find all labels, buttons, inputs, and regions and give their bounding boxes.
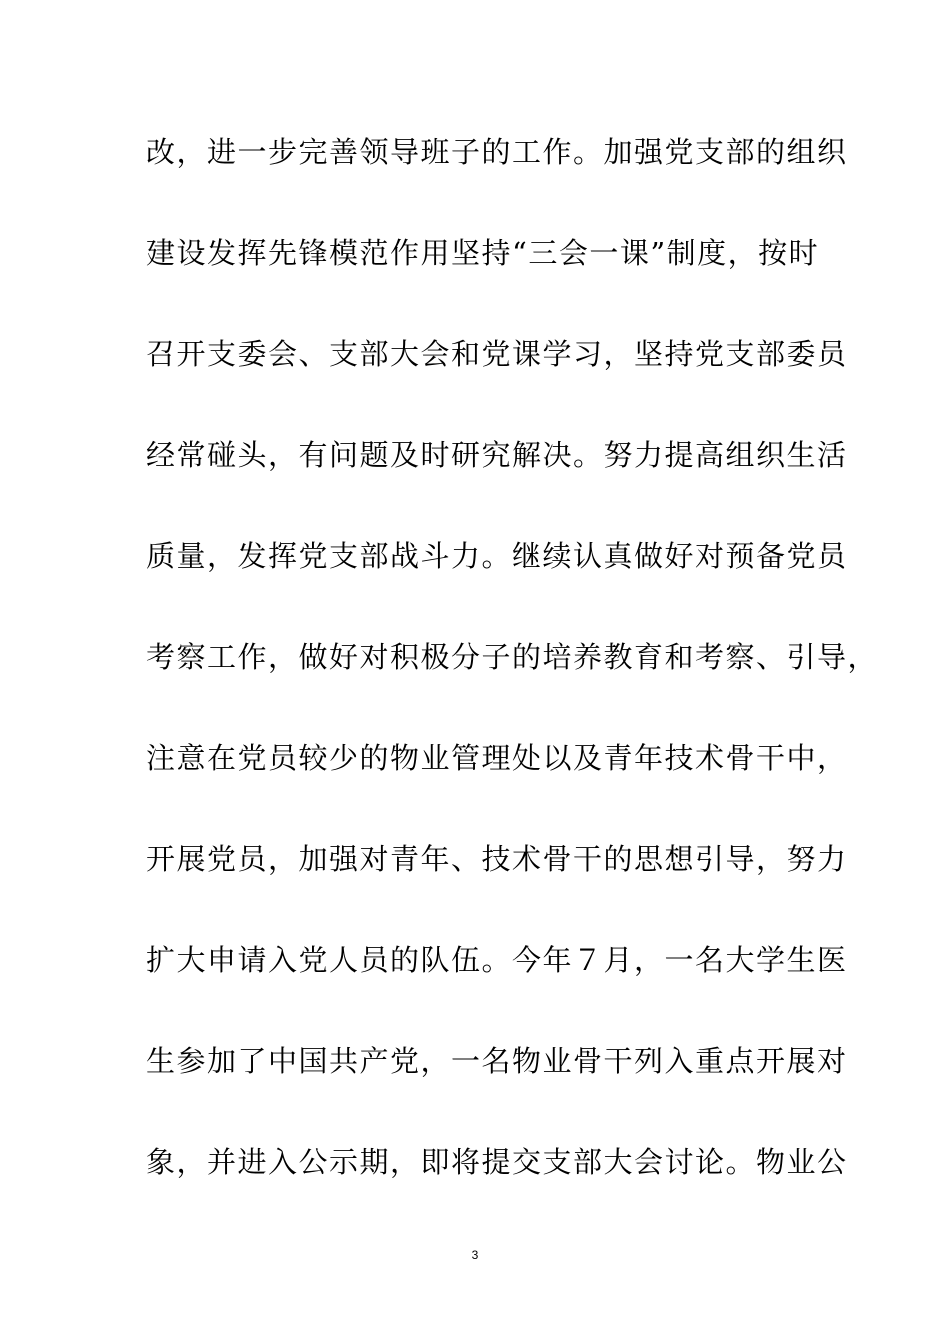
text-line-3: 召开支委会、支部大会和党课学习，坚持党支部委员 xyxy=(146,337,848,371)
text-line-11: 象，并进入公示期，即将提交支部大会讨论。物业公 xyxy=(146,1145,848,1179)
body-text xyxy=(146,124,879,1235)
text-line-6: 考察工作，做好对积极分子的培养教育和考察、引导， xyxy=(146,640,879,674)
text-line-9: 扩大申请入党人员的队伍。今年７月，一名大学生医 xyxy=(146,943,848,977)
text-line-7: 注意在党员较少的物业管理处以及青年技术骨干中， xyxy=(146,741,848,775)
text-line-5: 质量，发挥党支部战斗力。继续认真做好对预备党员 xyxy=(146,539,848,573)
page-number: 3 xyxy=(471,1248,479,1262)
text-line-4: 经常碰头，有问题及时研究解决。努力提高组织生活 xyxy=(146,438,848,472)
text-line-10: 生参加了中国共产党，一名物业骨干列入重点开展对 xyxy=(146,1044,848,1078)
text-line-1: 改，进一步完善领导班子的工作。加强党支部的组织 xyxy=(146,135,848,169)
text-line-8: 开展党员，加强对青年、技术骨干的思想引导，努力 xyxy=(146,842,848,876)
text-line-2: 建设发挥先锋模范作用坚持“三会一课”制度，按时 xyxy=(146,236,820,270)
